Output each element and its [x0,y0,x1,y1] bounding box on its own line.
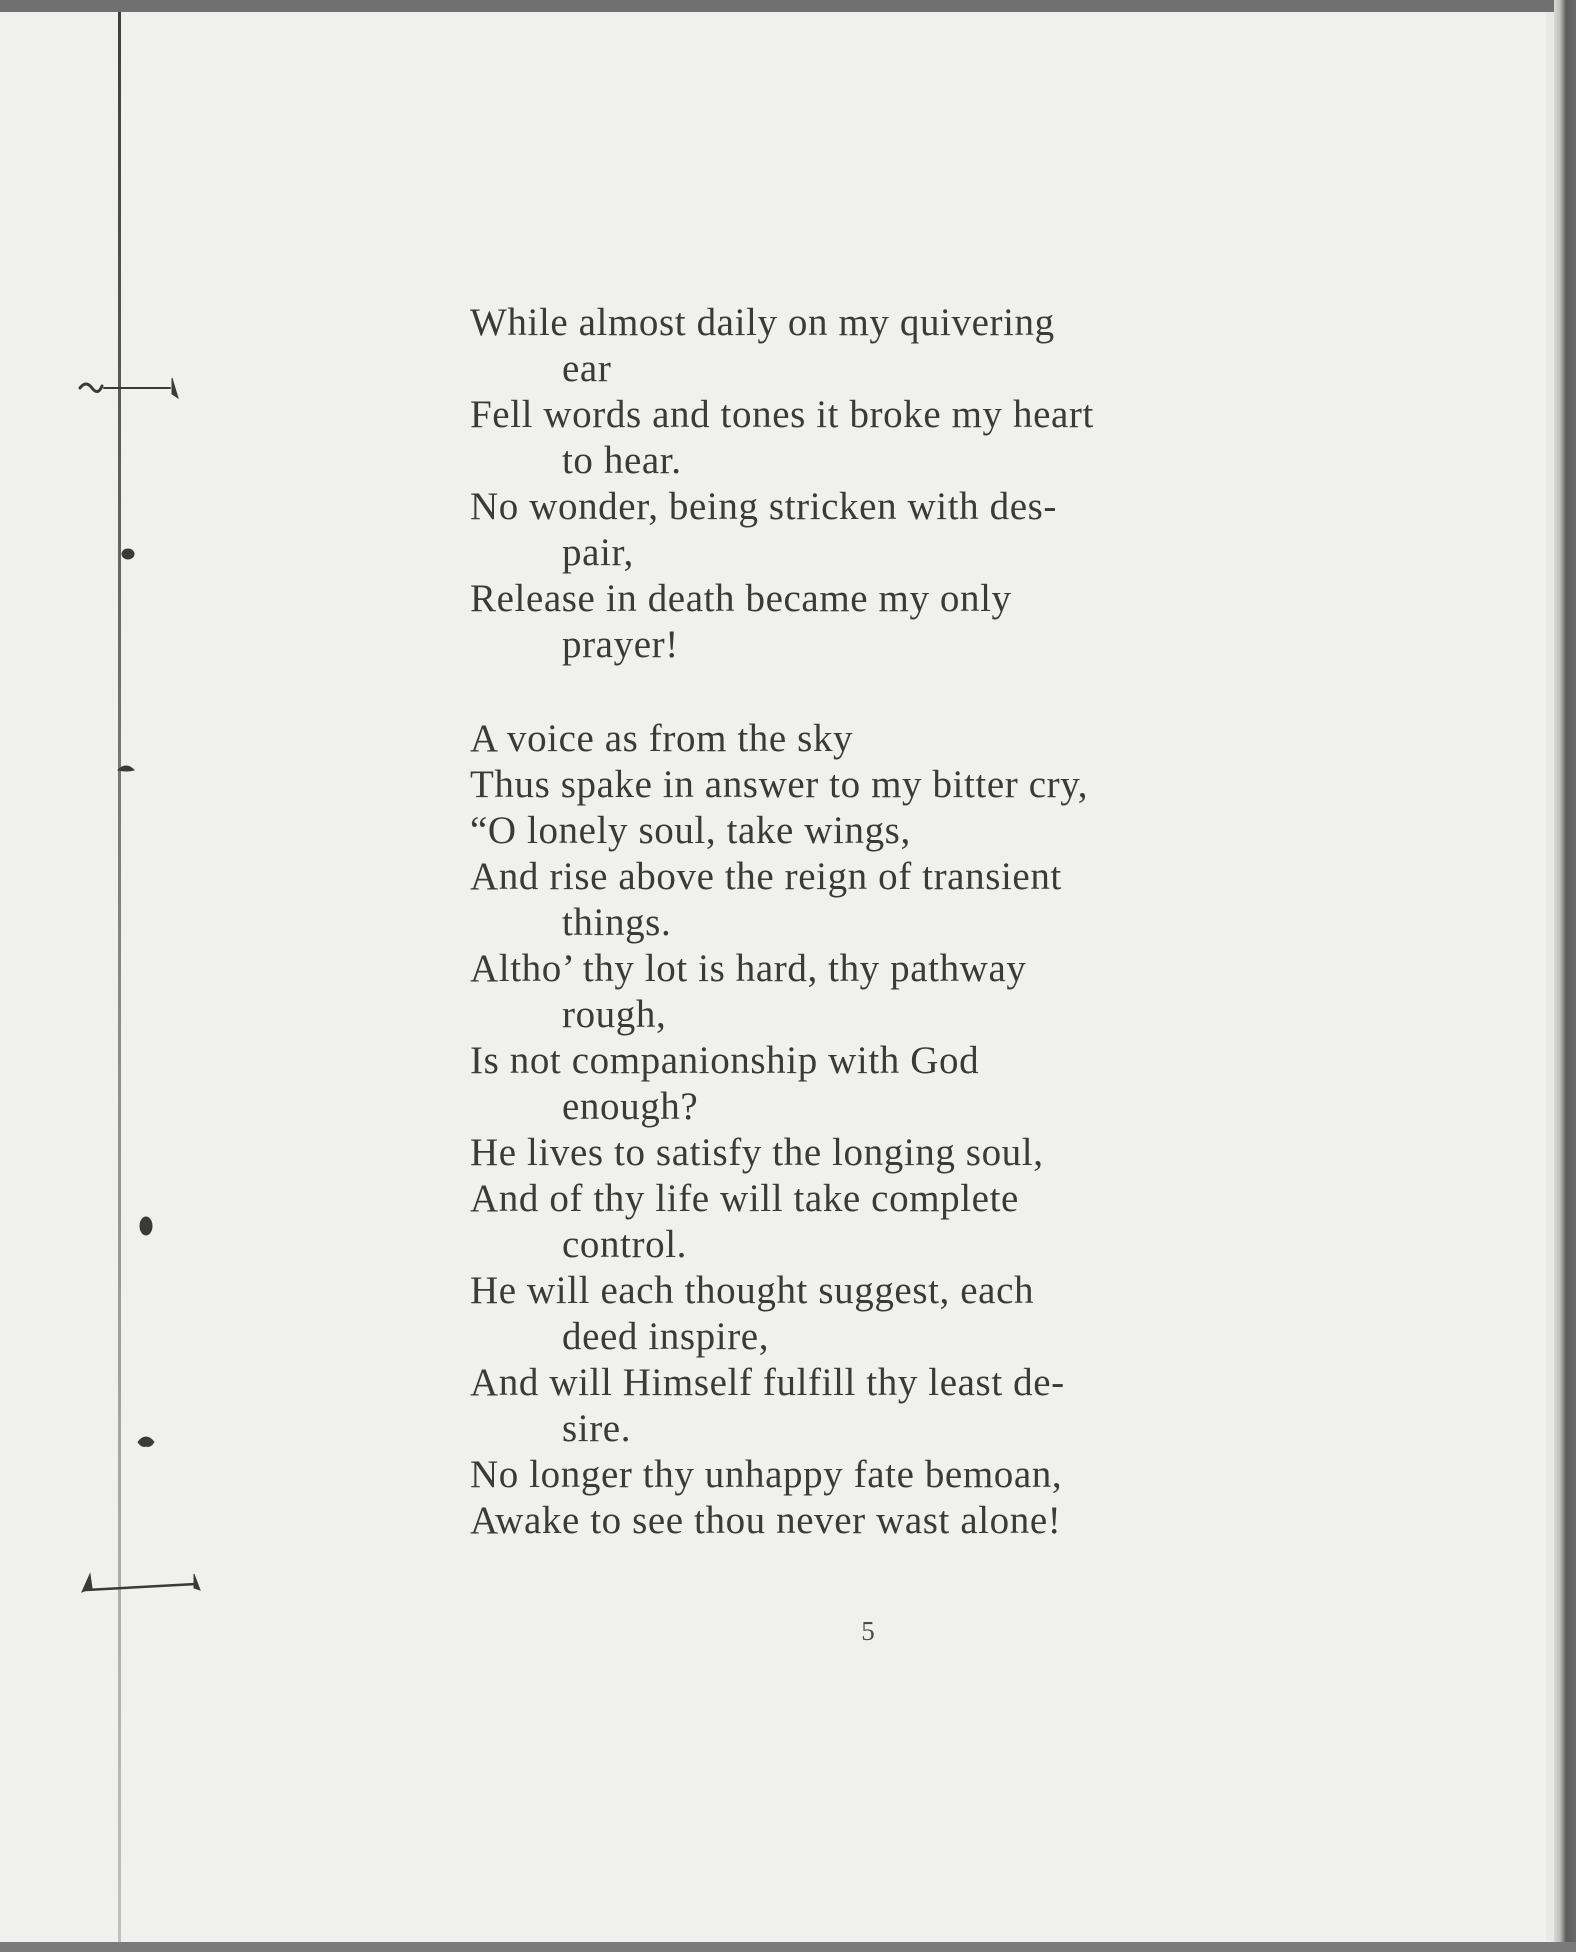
poem-line: And will Himself fulfill thy least de- [470,1361,1065,1404]
poem-line: Altho’ thy lot is hard, thy pathway [470,947,1027,990]
stitch-mark [140,1217,152,1235]
poem-line-continuation: control. [562,1223,688,1266]
stitch-mark [122,549,134,559]
scan-top-edge [0,0,1576,12]
poem-line: Thus spake in answer to my bitter cry, [470,763,1089,806]
poem-line: Is not companionship with God [470,1039,980,1082]
stanza [470,716,1250,1544]
stitch-mark [194,1574,200,1590]
poem-line-continuation: enough? [562,1085,699,1128]
poem-line: He lives to satisfy the longing soul, [470,1131,1044,1174]
poem-line: Release in death became my only [470,577,1012,620]
poem-line: He will each thought suggest, each [470,1269,1035,1312]
poem-line-continuation: things. [562,901,672,944]
stitch-mark [138,1437,154,1447]
poem-line: “O lonely soul, take wings, [470,809,911,852]
poem-line: While almost daily on my quivering [470,301,1055,344]
poem-line-continuation: to hear. [562,439,682,482]
stitch-mark [118,766,134,771]
binding-stitches [60,352,260,1652]
poem-line: Fell words and tones it broke my heart [470,393,1094,436]
poem-line-continuation: sire. [562,1407,632,1450]
stitch-mark [80,384,102,392]
poem-line-continuation: pair, [562,531,634,574]
stitch-mark [172,378,178,398]
poem-line: And rise above the reign of transient [470,855,1062,898]
stitch-mark [86,1584,196,1590]
poem-line-continuation: prayer! [562,623,679,666]
poem-line: And of thy life will take complete [470,1177,1019,1220]
poem-line: No longer thy unhappy fate bemoan, [470,1453,1063,1496]
poem-line: No wonder, being stricken with des- [470,485,1057,528]
poem-line: A voice as from the sky [470,717,854,760]
poem-line-continuation: deed inspire, [562,1315,770,1358]
poem-text [470,300,1250,1592]
scan-bottom-edge [0,1942,1576,1952]
stanza [470,300,1250,668]
scan-right-edge [1554,0,1576,1952]
poem-line-continuation: rough, [562,993,667,1036]
page-number: 5 [861,1616,875,1646]
poem-line-continuation: ear [562,347,612,390]
poem-line: Awake to see thou never wast alone! [470,1499,1062,1542]
